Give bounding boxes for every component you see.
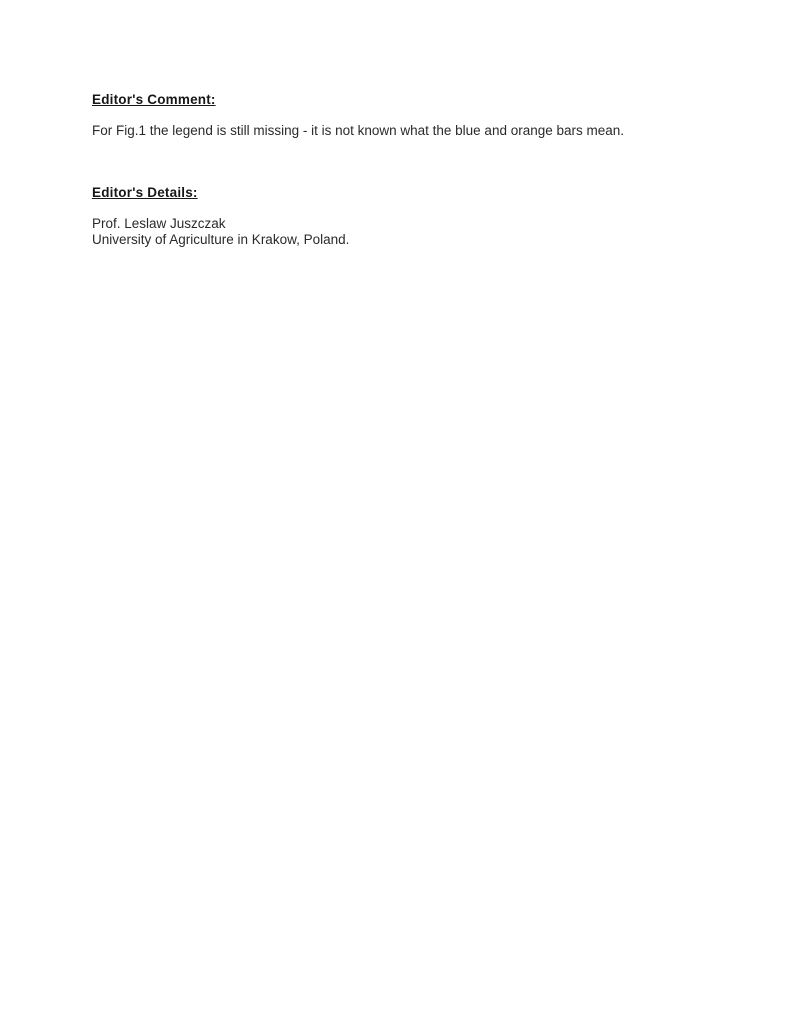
editors-details-block [92, 216, 701, 248]
editor-name-line: Prof. Leslaw Juszczak [92, 216, 226, 231]
editors-details-heading: Editor's Details: [92, 185, 198, 200]
editors-comment-text: For Fig.1 the legend is still missing - it is not known what the blue and orange bars mean. [92, 123, 625, 138]
editors-comment-heading: Editor's Comment: [92, 92, 216, 107]
editor-affiliation-line: University of Agriculture in Krakow, Poland. [92, 232, 350, 247]
